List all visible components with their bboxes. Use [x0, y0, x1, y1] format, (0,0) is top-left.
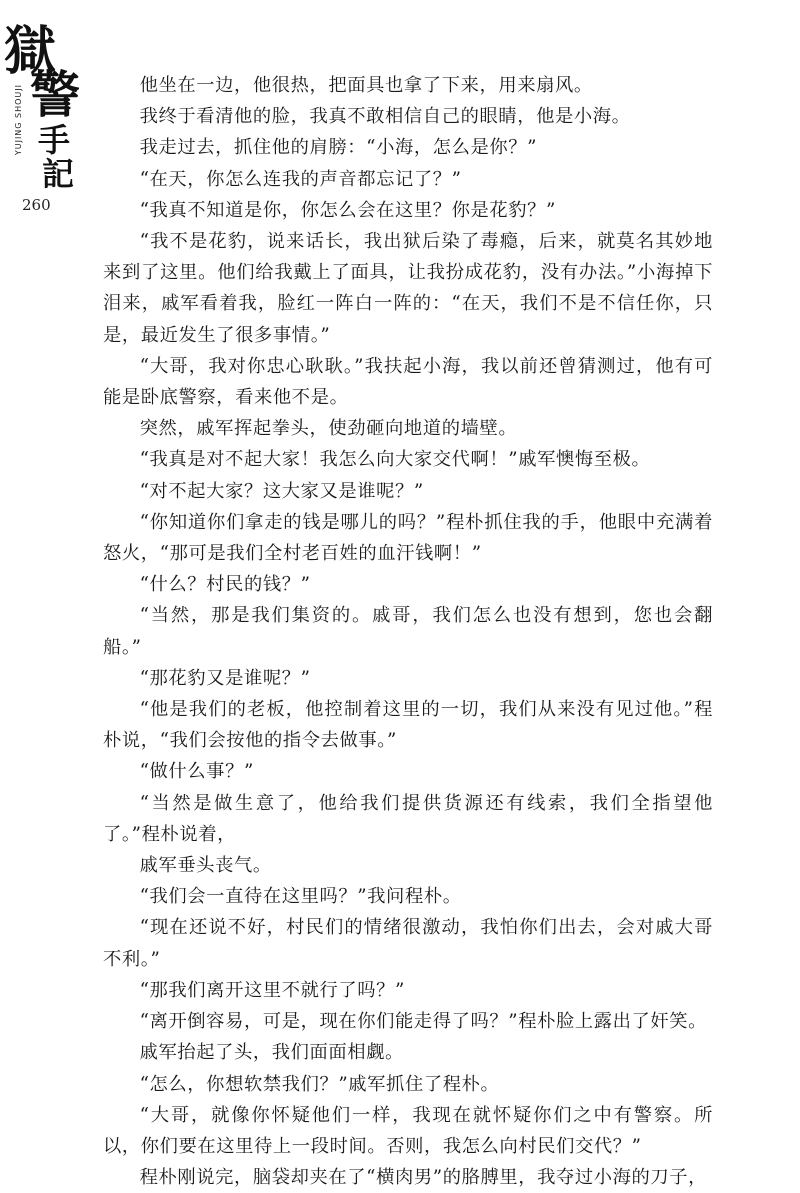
paragraph: “做什么事？” — [139, 761, 254, 783]
paragraph: “我真不知道是你，你怎么会在这里？你是花豹？” — [139, 199, 556, 221]
paragraph: 戚军垂头丧气。 — [139, 855, 272, 877]
paragraph: 我终于看清他的脸，我真不敢相信自己的眼睛，他是小海。 — [139, 106, 631, 128]
paragraph: “大哥，我对你忠心耿耿。”我扶起小海，我以前还曾猜测过，他有可能是卧底警察，看来他不是。 — [103, 355, 713, 409]
logo-char-1: 獄 — [4, 21, 57, 82]
logo-pinyin: YUJING SHOUJI — [14, 84, 23, 156]
paragraph: “当然是做生意了，他给我们提供货源还有线索，我们全指望他了。”程朴说着， — [103, 792, 713, 845]
page-number: 260 — [22, 196, 51, 214]
paragraph: “我们会一直待在这里吗？”我问程朴。 — [139, 886, 462, 908]
book-title-logo — [4, 21, 90, 196]
paragraph: 他坐在一边，他很热，把面具也拿了下来，用来扇风。 — [139, 75, 593, 96]
paragraph: 程朴刚说完，脑袋却夹在了“横肉男”的胳膊里，我夺过小海的刀子， — [139, 1167, 708, 1189]
paragraph: “大哥，就像你怀疑他们一样，我现在就怀疑你们之中有警察。所以，你们要在这里待上一段时间。否则，我怎么向村民们交代？” — [103, 1104, 713, 1157]
paragraph: “我真是对不起大家！我怎么向大家交代啊！”戚军懊悔至极。 — [139, 449, 651, 471]
paragraph: “你知道你们拿走的钱是哪儿的吗？”程朴抓住我的手，他眼中充满着怒火，“那可是我们全村老百姓的血汗钱啊！” — [103, 511, 713, 565]
paragraph: “那我们离开这里不就行了吗？” — [139, 979, 405, 1001]
paragraph: “怎么，你想软禁我们？”戚军抓住了程朴。 — [139, 1073, 500, 1095]
paragraph: 我走过去，抓住他的肩膀：“小海，怎么是你？” — [139, 137, 538, 159]
paragraph: 突然，戚军挥起拳头，使劲砸向地道的墙壁。 — [139, 418, 518, 440]
paragraph: 戚军抬起了头，我们面面相觑。 — [139, 1042, 404, 1064]
paragraph: “当然，那是我们集资的。戚哥，我们怎么也没有想到，您也会翻船。” — [103, 605, 713, 658]
paragraph: “离开倒容易，可是，现在你们能走得了吗？”程朴脸上露出了奸笑。 — [139, 1011, 708, 1033]
body-text — [103, 70, 713, 1193]
paragraph: “那花豹又是谁呢？” — [139, 667, 311, 689]
logo-char-2: 警 — [30, 65, 80, 124]
paragraph: “我不是花豹，说来话长，我出狱后染了毒瘾，后来，就莫名其妙地来到了这里。他们给我戴上了面具，让我扮成花豹，没有办法。”小海掉下泪来，戚军看着我，脸红一阵白一阵的：“在天，我们不是不信任你，只是，最近发生了很多事情。” — [103, 231, 713, 346]
paragraph: “现在还说不好，村民们的情绪很激动，我怕你们出去，会对戚大哥不利。” — [103, 917, 713, 970]
logo-char-3: 手 — [38, 121, 71, 159]
logo-char-4: 記 — [42, 155, 75, 193]
paragraph: “对不起大家？这大家又是谁呢？” — [139, 480, 424, 502]
paragraph: “他是我们的老板，他控制着这里的一切，我们从来没有见过他。”程朴说，“我们会按他的指令去做事。” — [103, 699, 713, 752]
paragraph: “什么？村民的钱？” — [139, 574, 311, 596]
paragraph: “在天，你怎么连我的声音都忘记了？” — [139, 168, 462, 190]
